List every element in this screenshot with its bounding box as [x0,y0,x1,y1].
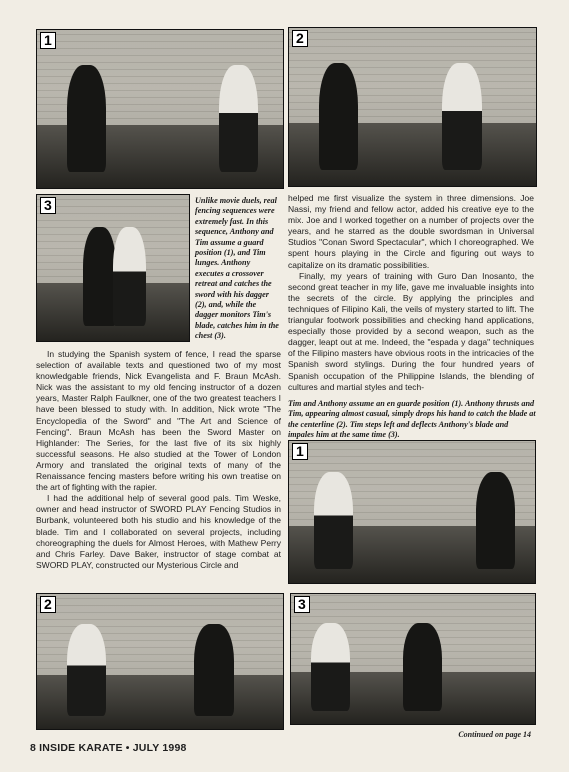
photo-caption-side: Unlike movie duels, real fencing sequences were extremely fast. In this sequence, Anthony and Tim assume a guard position (1), and Tim lunges. Anthony executes a crossover retreat and catches the sword with his dagger (2), and, while the dagger monitors Tim's blade, catches him in the chest (3). [195,196,279,341]
paragraph: In studying the Spanish system of fence, I read the sparse selection of available texts and questioned two of my most knowledgable friends, Nick Evangelista and F. Braun McAsh. Nick was the assistant to my old fencing instructor of a dozen years, Master Ralph Faulkner, one of the two greatest teachers I have been blessed to study with. In addition, Nick wrote "The Encyclopedia of the Sword" and "The Art and Science of Fencing". Braun McAsh has been the Sword Master on Highlander: The Series, for the last five of its six highly successful seasons. He also studied at the Tower of London Armory and translated the original texts of many of the Renaissance fencing masters before writing his own treatise on the art of fighting with the rapier. [36,349,281,493]
article-column-left [36,349,281,571]
photo-number: 1 [292,443,308,460]
photo-number: 1 [40,32,56,49]
photo-left-3 [36,194,190,342]
photo-bottom-2 [36,593,284,730]
photo-number: 3 [294,596,310,613]
photo-caption-bottom: Tim and Anthony assume an en guarde position (1). Anthony thrusts and Tim, appearing almost casual, simply drops his hand to catch the blade at the centerline (2). Tim steps left and deflects Anthony's blade and impales him at the same time (3). [288,399,536,440]
photo-bottom-1 [288,440,536,584]
continued-note: Continued on page 14 [458,730,531,739]
paragraph: helped me first visualize the system in three dimensions. Joe Nassi, my friend and fellow actor, added his creative eye to the mix. Joe and I worked together on a number of projects over the years, and he starred as the double swordsman in Universal Studios "Conan Sword Spectacular", which I choreographed. We spent hours playing in the Circle and figuring out ways to capitalize on its dramatic possibilities. [288,193,534,270]
photo-number: 2 [40,596,56,613]
paragraph: Finally, my years of training with Guro Dan Inosanto, the second great teacher in my life, gave me invaluable insights into the secrets of the circle. By applying the principles and techniques of Filipino Kali, the veils of mystery started to lift. The triangular footwork possibilities and checking hand applications, especially those provided by a second weapon, such as the dagger, leapt out at me. Indeed, the "espada y daga" techniques of the Filipino masters have obvious roots in the intricacies of the Spanish sword stylings. During the four hundred years of Spanish occupation of the Philippine Islands, the blending of cultures and martial styles and tech- [288,270,534,392]
photo-bottom-3 [290,593,536,725]
photo-number: 3 [40,197,56,214]
article-column-right [288,193,534,393]
photo-number: 2 [292,30,308,47]
paragraph: I had the additional help of several good pals. Tim Weske, owner and head instructor of SWORD PLAY Fencing Studios in Burbank, volunteered both his studio and his knowledge of the blade. Tim and I collaborated on several projects, including choreographing the duels for Almost Heroes, with Mathew Perry and Chris Farley. Dave Baker, instructor of stage combat at SWORD PLAY, constructed our Mysterious Circle and [36,493,281,570]
page-footer: 8 INSIDE KARATE • JULY 1998 [30,742,187,754]
photo-top-1 [36,29,284,189]
photo-top-2 [288,27,537,187]
